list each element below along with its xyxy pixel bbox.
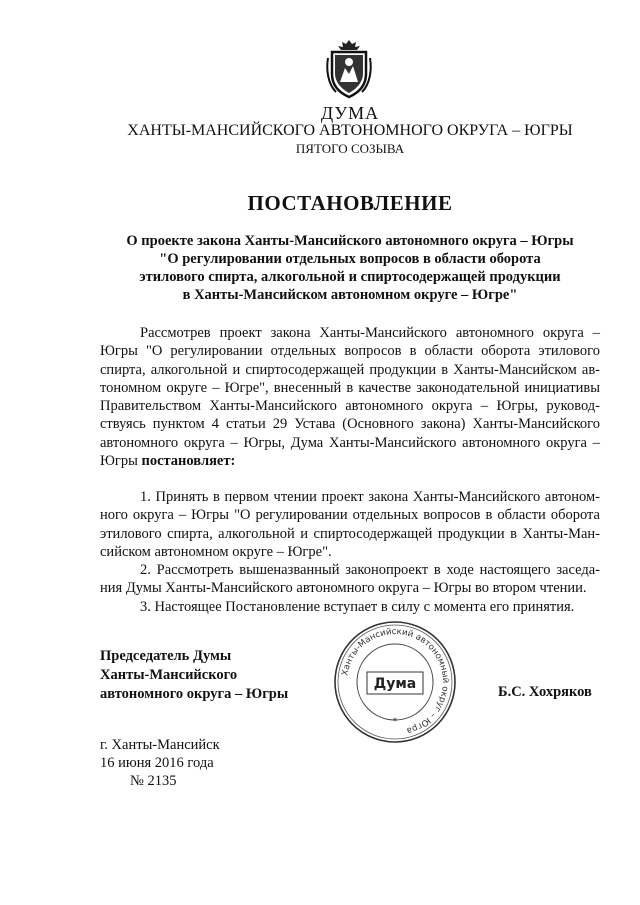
convocation-heading: ПЯТОГО СОЗЫВА [295, 141, 405, 156]
okrug-heading: ХАНТЫ-МАНСИЙСКОГО АВТОНОМНОГО ОКРУГА – ЮГРЫ [127, 122, 573, 139]
position-line: автономного округа – Югры [100, 686, 289, 702]
resolution-subject [100, 232, 600, 304]
preamble-last-word: Югры [100, 453, 138, 470]
official-seal-stamp [331, 618, 459, 746]
duma-heading: ДУМА [320, 103, 380, 123]
subject-line: О проекте закона Ханты-Мансийского автономного округа – Югры [126, 233, 574, 249]
preamble-line: автономного округа – Югры, Дума Ханты-Мансийского автономного округа – [100, 434, 600, 451]
preamble-line [100, 452, 600, 470]
document-title: ПОСТАНОВЛЕНИЕ [247, 191, 453, 215]
preamble-line: ствуясь пунктом 4 статьи 29 Устава (Основного закона) Ханты-Мансийского [100, 416, 600, 433]
item-line: 3. Настоящее Постановление вступает в силу с момента его принятия. [140, 598, 575, 615]
stamp-ring-text: Ханты-Мансийский автономный округ – Югра [340, 626, 451, 736]
item-line: ния Думы Ханты-Мансийского автономного округа – Югры во втором чтении. [100, 580, 587, 597]
coat-of-arms-emblem [326, 38, 372, 100]
item-line: ного округа – Югры "О регулировании отдельных вопросов в области оборота [100, 507, 600, 524]
subject-line: этилового спирта, алкогольной и спиртосодержащей продукции [139, 269, 561, 285]
preamble-line: Югры "О регулировании отдельных вопросов в области оборота этилового [100, 343, 600, 360]
preamble-line: спирта, алкогольной и спиртосодержащей продукции в Ханты-Мансийском ав- [100, 361, 600, 378]
position-line: Председатель Думы [100, 648, 232, 664]
resolution-items [100, 488, 600, 616]
city: г. Ханты-Мансийск [100, 737, 220, 753]
position-line: Ханты-Мансийского [100, 667, 238, 683]
place-and-date [100, 736, 220, 790]
signatory-position [100, 647, 288, 704]
preamble-line: Рассмотрев проект закона Ханты-Мансийского автономного округа – [140, 325, 600, 341]
preamble-line: Правительством Ханты-Мансийского автономного округа – Югры, руковод- [100, 398, 600, 415]
subject-line: в Ханты-Мансийском автономном округе – Югре" [182, 287, 518, 303]
stamp-center-text: Дума [373, 676, 417, 692]
item-line: 1. Принять в первом чтении проект закона Ханты-Мансийского автоном- [140, 489, 600, 505]
preamble-paragraph [100, 324, 600, 470]
item-line: этилового спирта, алкогольной и спиртосодержащей продукции в Ханты-Ман- [100, 525, 600, 542]
preamble-line: тономном округе – Югре", внесенный в качестве законодательной инициативы [100, 379, 600, 396]
svg-text:*: * [392, 717, 398, 727]
item-line: 2. Рассмотреть вышеназванный законопроект в ходе настоящего заседа- [140, 562, 600, 579]
subject-line: "О регулировании отдельных вопросов в области оборота [159, 251, 541, 267]
signatory-name: Б.С. Хохряков [498, 684, 592, 700]
item-line: сийском автономном округе – Югре". [100, 543, 332, 560]
document-number: № 2135 [130, 773, 177, 789]
date: 16 июня 2016 года [100, 755, 214, 771]
resolves-word: постановляет: [141, 453, 236, 470]
